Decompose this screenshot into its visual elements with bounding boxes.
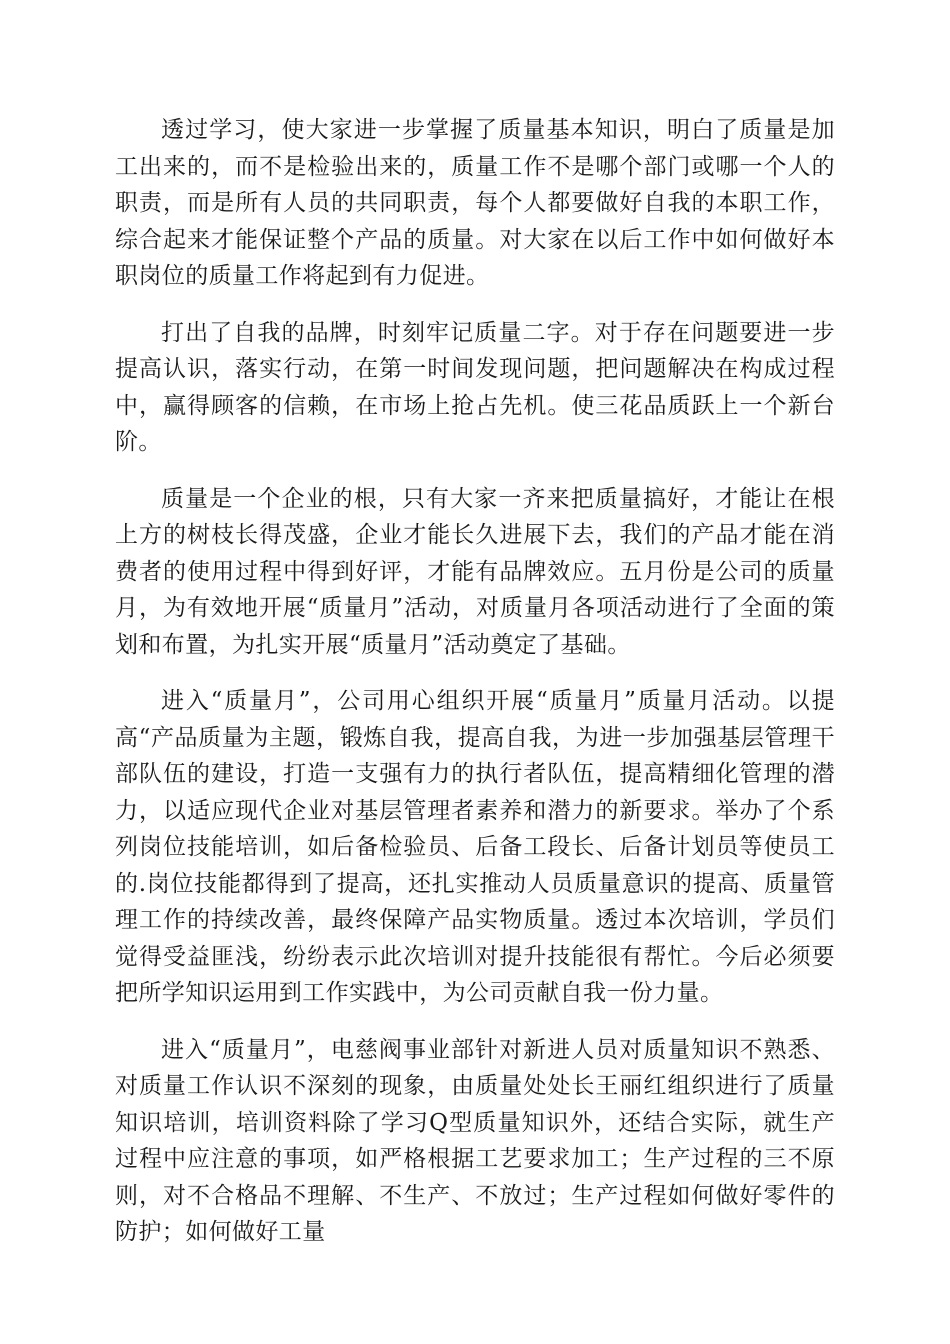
paragraph: 打出了自我的品牌，时刻牢记质量二字。对于存在问题要进一步提高认识，落实行动，在第一时间发现问题，把问题解决在构成过程中，赢得顾客的信赖，在市场上抢占先机。使三花品质跃上一个新台阶。 (115, 319, 835, 455)
paragraph: 进入“质量月”，公司用心组织开展“质量月”质量月活动。以提高“产品质量为主题，锻炼自我，提高自我，为进一步加强基层管理干部队伍的建设，打造一支强有力的执行者队伍，提高精细化管理的潜力，以适应现代企业对基层管理者素养和潜力的新要求。举办了个系列岗位技能培训，如后备检验员、后备工段长、后备计划员等使员工的.岗位技能都得到了提高，还扎实推动人员质量意识的提高、质量管理工作的持续改善，最终保障产品实物质量。透过本次培训，学员们觉得受益匪浅，纷纷表示此次培训对提升技能很有帮忙。今后必须要把所学知识运用到工作实践中，为公司贡献自我一份力量。 (115, 688, 835, 1006)
paragraph: 质量是一个企业的根，只有大家一齐来把质量搞好，才能让在根上方的树枝长得茂盛，企业才能长久进展下去，我们的产品才能在消费者的使用过程中得到好评，才能有品牌效应。五月份是公司的质量月，为有效地开展“质量月”活动，对质量月各项活动进行了全面的策划和布置，为扎实开展“质量月”活动奠定了基础。 (115, 485, 835, 658)
paragraph: 进入“质量月”，电慈阀事业部针对新进人员对质量知识不熟悉、对质量工作认识不深刻的现象，由质量处处长王丽红组织进行了质量知识培训，培训资料除了学习Q型质量知识外，还结合实际，就生产过程中应注意的事项，如严格根据工艺要求加工；生产过程的三不原则，对不合格品不理解、不生产、不放过；生产过程如何做好零件的防护；如何做好工量 (115, 1036, 835, 1245)
document-body (115, 112, 835, 1271)
paragraph: 透过学习，使大家进一步掌握了质量基本知识，明白了质量是加工出来的，而不是检验出来的，质量工作不是哪个部门或哪一个人的职责，而是所有人员的共同职责，每个人都要做好自我的本职工作，综合起来才能保证整个产品的质量。对大家在以后工作中如何做好本职岗位的质量工作将起到有力促进。 (115, 117, 835, 289)
